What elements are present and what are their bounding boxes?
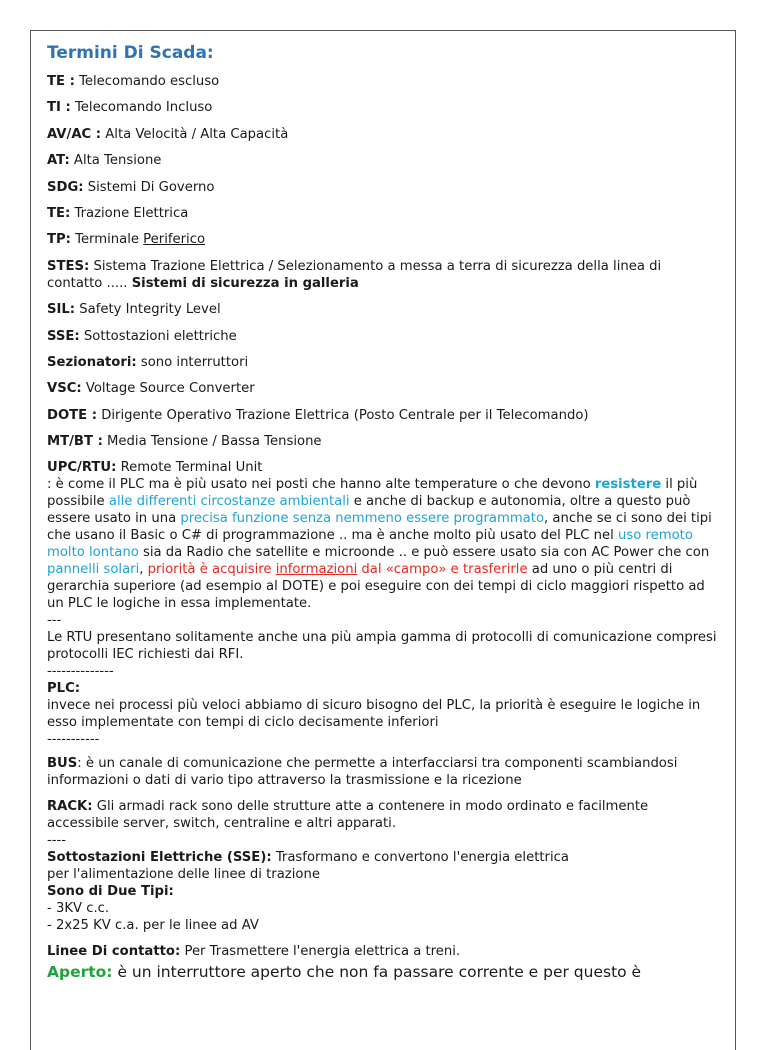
highlight-blue: pannelli solari: [47, 562, 140, 578]
term: Linee Di contatto:: [47, 944, 181, 960]
sse-line2: per l'alimentazione delle linee di trazione: [47, 867, 320, 883]
term: AT:: [47, 153, 70, 169]
definition: Sottostazioni elettriche: [79, 328, 237, 344]
definition: Alta Velocità / Alta Capacità: [101, 126, 289, 142]
sse-types-label: Sono di Due Tipi:: [47, 884, 174, 900]
glossary-entry-te: [47, 73, 719, 90]
term: SDG:: [47, 179, 84, 195]
glossary-entry-plc: [47, 680, 719, 748]
sse-type-2: - 2x25 KV c.a. per le linee ad AV: [47, 918, 259, 934]
term: AV/AC :: [47, 126, 102, 142]
separator: ---: [47, 613, 62, 629]
highlight-red-underlined: informazioni: [275, 562, 358, 578]
definition: : è un canale di comunicazione che permette a interfacciarsi tra componenti scambiandosi informazioni o dati di vario tipo attraverso la trasmissione e la ricezione: [47, 756, 678, 789]
text-run: e anche di backup e autonomia, oltre a questo può essere usato in una: [47, 494, 691, 527]
glossary-entry-sezionatori: [47, 354, 719, 371]
highlight-red: priorità è acquisire: [147, 562, 276, 578]
document-title: Termini Di Scada:: [47, 43, 214, 63]
term: VSC:: [47, 381, 82, 397]
definition: Trasformano e convertono l'energia elettrica: [271, 850, 569, 866]
glossary-entry-ti: [47, 99, 719, 116]
definition: Sistema Trazione Elettrica / Selezionamento a messa a terra di sicurezza della linea di contatto .....: [47, 258, 662, 291]
term: TE :: [47, 74, 75, 89]
glossary-entry-linee: [47, 943, 719, 960]
glossary-entry-avac: [47, 126, 719, 143]
term: Aperto:: [47, 963, 113, 982]
underlined-word: Periferico: [143, 232, 206, 248]
plc-description: invece nei processi più veloci abbiamo di sicuro bisogno del PLC, la priorità è eseguire le logiche in esso implementate con tempi di ciclo decisamente inferiori: [47, 698, 701, 731]
definition: Alta Tensione: [69, 153, 162, 169]
text-run: , anche se ci sono dei tipi che usano il Basic o C# di programmazione .. ma è anche molto più usato del PLC nel: [47, 511, 712, 544]
glossary-entry-at: [47, 152, 719, 169]
definition: Trazione Elettrica: [70, 205, 189, 221]
definition: Terminale: [70, 232, 144, 248]
term: TE:: [47, 205, 71, 221]
text-run: il più possibile: [47, 477, 698, 510]
glossary-entry-bus: [47, 755, 719, 789]
term: SSE:: [47, 328, 80, 344]
glossary-entry-aperto: [47, 962, 719, 982]
term: DOTE :: [47, 407, 98, 423]
term: UPC/RTU:: [47, 460, 117, 476]
glossary-entry-sil: [47, 301, 719, 318]
glossary-entry-sse-detail: [47, 849, 719, 934]
glossary-entry-mtbt: [47, 433, 719, 450]
term: Sottostazioni Elettriche (SSE):: [47, 850, 272, 866]
definition: Remote Terminal Unit: [116, 460, 263, 476]
glossary-entry-stes: [47, 258, 719, 292]
glossary-entry-sse: [47, 328, 719, 345]
glossary-entry-sdg: [47, 179, 719, 196]
definition: Dirigente Operativo Trazione Elettrica (Posto Centrale per il Telecomando): [97, 407, 589, 423]
term: Sezionatori:: [47, 354, 137, 370]
glossary-entry-dote: [47, 407, 719, 424]
definition: Voltage Source Converter: [81, 381, 255, 397]
highlight-blue: uso remoto molto lontano: [47, 528, 693, 561]
term: PLC:: [47, 681, 81, 697]
term: TI :: [47, 100, 71, 116]
highlight-red: dal «campo» e trasferirle: [357, 562, 528, 578]
glossary-entry-rtu: [47, 459, 719, 680]
definition: Media Tensione / Bassa Tensione: [102, 434, 322, 450]
document-page: [30, 30, 736, 1050]
bold-tail: Sistemi di sicurezza in galleria: [131, 275, 359, 291]
definition: Per Trasmettere l'energia elettrica a treni.: [180, 944, 461, 960]
term: MT/BT :: [47, 434, 103, 450]
separator: ----: [47, 833, 67, 849]
glossary-entry-tp: [47, 231, 719, 248]
text-run: sia da Radio che satellite e microonde .. e può essere usato sia con AC Power che con: [138, 545, 710, 561]
term: STES:: [47, 258, 90, 274]
term: TP:: [47, 232, 71, 248]
text-run: ,: [139, 562, 148, 578]
definition: Sistemi Di Governo: [83, 179, 215, 195]
highlight-blue: alle differenti circostanze ambientali: [108, 494, 350, 510]
definition: Telecomando escluso: [74, 74, 220, 89]
highlight-blue: precisa funzione senza nemmeno essere programmato: [180, 511, 545, 527]
separator: -----------: [47, 732, 100, 748]
rtu-paragraph: [47, 476, 719, 612]
definition: è un interruttore aperto che non fa passare corrente e per questo è: [112, 963, 642, 982]
sse-type-1: - 3KV c.c.: [47, 901, 110, 917]
definition: Gli armadi rack sono delle strutture atte a contenere in modo ordinato e facilmente accessibile server, switch, centraline e altri apparati.: [47, 799, 649, 832]
term: RACK:: [47, 799, 93, 815]
definition: Safety Integrity Level: [75, 302, 221, 318]
text-run: ad uno o più centri di gerarchia superiore (ad esempio al DOTE) e poi eseguire con dei tempi di ciclo maggiori rispetto ad un PLC le logiche in essa implementate.: [47, 562, 705, 612]
glossary-entry-te2: [47, 205, 719, 222]
definition: sono interruttori: [136, 354, 249, 370]
text-run: : è come il PLC ma è più usato nei posti che hanno alte temperature o che devono: [47, 477, 595, 493]
rtu-heading: [47, 459, 719, 476]
term: BUS: [47, 756, 78, 772]
rtu-protocols: Le RTU presentano solitamente anche una più ampia gamma di protocolli di comunicazione compresi protocolli IEC richiesti dai RFI.: [47, 630, 717, 663]
term: SIL:: [47, 302, 76, 318]
glossary-entry-vsc: [47, 380, 719, 397]
separator: --------------: [47, 664, 114, 680]
glossary-entry-rack: [47, 798, 719, 849]
highlight-blue-bold: resistere: [594, 477, 662, 493]
definition: Telecomando Incluso: [70, 100, 213, 116]
